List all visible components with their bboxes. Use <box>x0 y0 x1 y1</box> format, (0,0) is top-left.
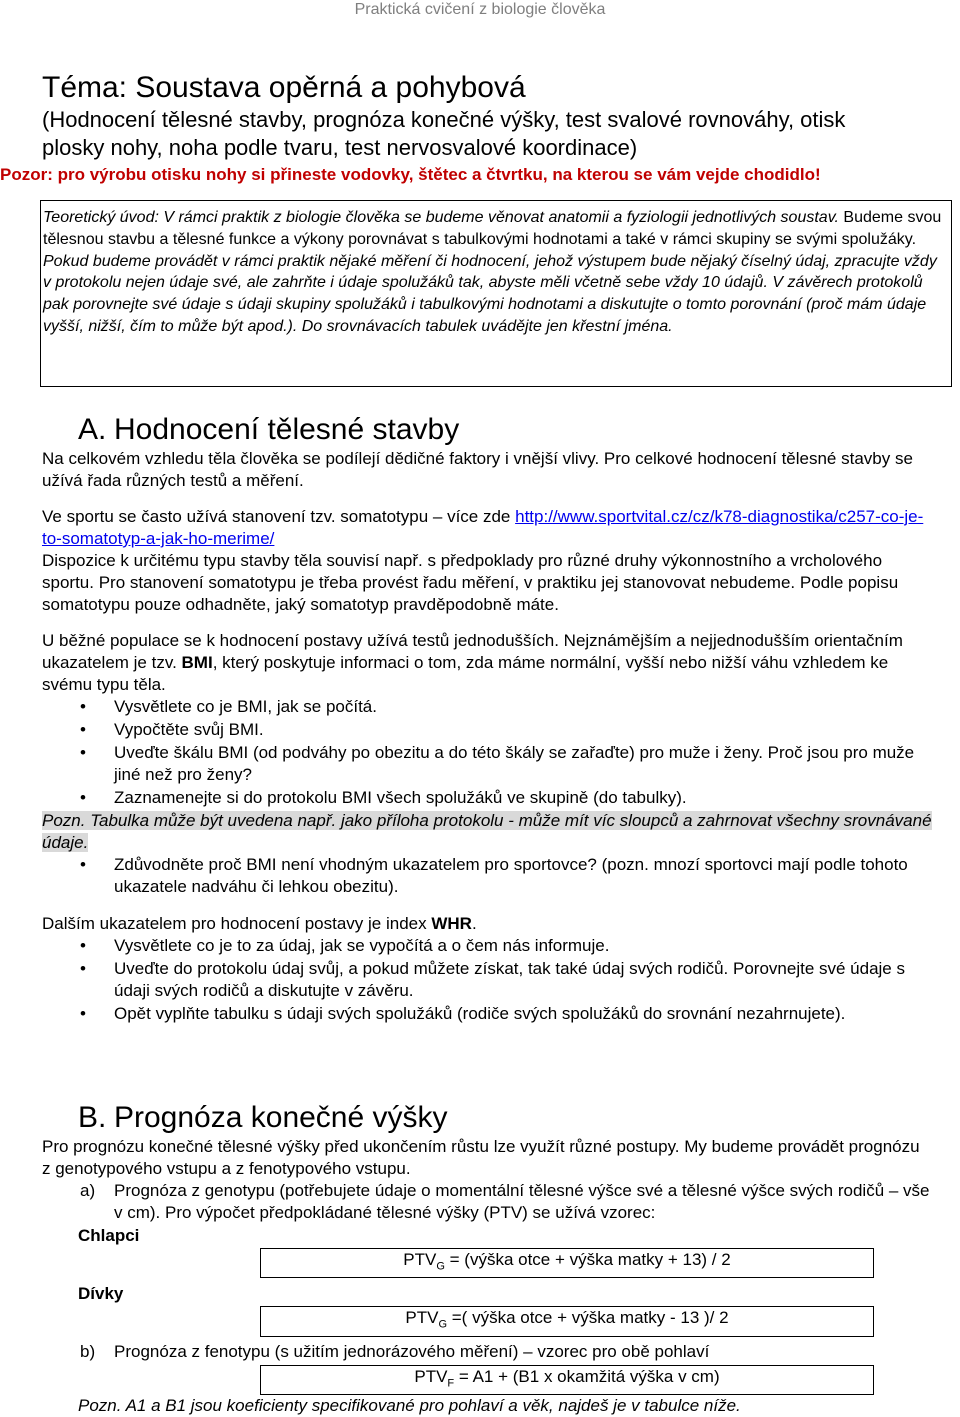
formula-girls: $PTV_G$ =( výška otce + výška matky - 13 )/ 2 <box>260 1306 874 1336</box>
list-item: • Vypočtěte svůj BMI. <box>80 720 264 739</box>
list-item: • Uveďte do protokolu údaj svůj, a pokud můžete získat, tak také údaj svých rodičů. Porovnejte své údaje s údaji svých rodičů a diskutujte v závěru. <box>80 959 905 1000</box>
section-b-letter: B. <box>78 1101 107 1134</box>
section-a-p1: Na celkovém vzhledu těla člověka se podílejí dědičné faktory i vnější vlivy. Pro celkové hodnocení tělesné stavby se užívá řada různých testů a měření. <box>42 449 913 490</box>
section-b <box>42 1100 932 1417</box>
section-b-title-text: Prognóza konečné výšky <box>114 1101 448 1134</box>
intro-box <box>40 200 952 387</box>
list-item: • Uveďte škálu BMI (od podváhy po obezitu a do této škály se zařaďte) pro muže i ženy. Proč jsou pro muže jiné než pro ženy? <box>80 743 915 784</box>
table-note: Pozn. Tabulka může být uvedena např. jako příloha protokolu - může mít víc sloupců a zahrnovat všechny srovnávané údaje. <box>42 811 932 852</box>
section-a-title <box>78 412 932 448</box>
theme-title: Téma: Soustava opěrná a pohybová <box>42 71 526 104</box>
p4-suffix: , který poskytuje informaci o tom, zda máme normální, vyšší nebo nižší váhu vzhledem ke svému typu těla. <box>42 653 889 694</box>
intro-normal: Budeme svou tělesnou stavbu a tělesné funkce a výkony porovnávat s tabulkovými hodnotami a také v rámci skupiny se svými spolužáky. <box>43 209 942 248</box>
p4-prefix: U běžné populace se k hodnocení postavy užívá testů jednodušších. Nejznámějším a nejjednodušším orientačním ukazatelem je tzv. <box>42 631 903 672</box>
intro-italic-2: Pokud budeme provádět v rámci praktik nějaké měření či hodnocení, jehož výstupem bude nějaký číselný údaj, zpracujte vždy v protokolu nejen údaje své, ale zahrňte i údaje spolužáků tak, abyste měli včetně sebe vždy 10 údajů. V závěrech protokolů pak porovnejte své údaje s údaji skupiny spolužáků i tabulkovými hodnotami a diskutujte o tomto porovnání (proč mám údaje vyšší, nižší, čím to může být apod.). Do srovnávacích tabulek uvádějte jen křestní jména. <box>43 252 937 335</box>
list-item: • Zdůvodněte proč BMI není vhodným ukazatelem pro sportovce? (pozn. mnozí sportovci mají podle tohoto ukazatele nadváhu či lehkou obezitu). <box>80 855 908 896</box>
whr-list <box>42 935 932 1025</box>
section-a-p3: Dispozice k určitému typu stavby těla souvisí např. s předpoklady pro různé druhy výkonnostního a vrcholového sportu. Pro stanovení somatotypu je třeba provést řadu měření, v praktiku jej stanovovat nebudeme. Podle popisu somatotypu pouze odhadněte, jaký somatotyp pravděpodobně máte. <box>42 551 899 614</box>
theme-subtitle-line2: plosky nohy, noha podle tvaru, test nervosvalové koordinace) <box>42 135 638 160</box>
formula-boys: $PTV_G$ = (výška otce + výška matky + 13) / 2 <box>260 1248 874 1278</box>
list-item: • Zaznamenejte si do protokolu BMI všech spolužáků ve skupině (do tabulky). <box>80 788 687 807</box>
bmi-list-2 <box>42 854 932 898</box>
prognosis-list-b <box>42 1341 932 1363</box>
section-a-p2 <box>42 506 932 550</box>
whr-prefix: Dalším ukazatelem pro hodnocení postavy je index <box>42 914 432 933</box>
formula-phenotype: $PTV_F = A1 + (B1$ x okamžitá výška v cm) <box>260 1365 874 1395</box>
bmi-term: BMI <box>181 653 213 672</box>
somatotype-link[interactable]: http://www.sportvital.cz/cz/k78-diagnostika/c257-co-je-to-somatotyp-a-jak-ho-merime/ <box>42 507 924 548</box>
section-b-p1: Pro prognózu konečné tělesné výšky před ukončením růstu lze využít různé postupy. My budeme provádět prognózu z genotypového vstupu a z fenotypového vstupu. <box>42 1137 920 1178</box>
list-item: • Vysvětlete co je BMI, jak se počítá. <box>80 697 377 716</box>
boys-label: Chlapci <box>78 1226 140 1245</box>
section-a-p4 <box>42 630 932 696</box>
running-header: Praktická cvičení z biologie člověka <box>354 1 606 18</box>
list-item: b) Prognóza z fenotypu (s užitím jednorázového měření) – vzorec pro obě pohlaví <box>80 1341 710 1361</box>
bmi-list <box>42 696 932 809</box>
theme-block <box>42 70 932 162</box>
whr-term: WHR <box>431 914 472 933</box>
section-a-title-text: Hodnocení tělesné stavby <box>114 413 460 446</box>
intro-italic-1: Teoretický úvod: V rámci praktik z biologie člověka se budeme věnovat anatomii a fyziologii jednotlivých soustav. <box>43 209 839 226</box>
section-a-letter: A. <box>78 413 107 446</box>
warning-text: Pozor: pro výrobu otisku nohy si přineste vodovky, štětec a čtvrtku, na kterou se vám vejde chodidlo! <box>0 165 821 184</box>
girls-label: Dívky <box>78 1284 124 1304</box>
list-item: • Opět vyplňte tabulku s údaji svých spolužáků (rodiče svých spolužáků do srovnání nezahrnujete). <box>80 1004 846 1023</box>
whr-suffix: . <box>471 914 477 933</box>
list-item: • Vysvětlete co je to za údaj, jak se vypočítá a o čem nás informuje. <box>80 936 610 955</box>
section-b-title <box>78 1100 932 1136</box>
theme-subtitle-line1: (Hodnocení tělesné stavby, prognóza konečné výšky, test svalové rovnováhy, otisk <box>42 107 846 132</box>
p2-text: Ve sportu se často užívá stanovení tzv. somatotypu – více zde <box>42 507 516 526</box>
final-note: Pozn. A1 a B1 jsou koeficienty specifikované pro pohlaví a věk, najdeš je v tabulce níže. <box>78 1396 741 1416</box>
whr-intro <box>42 913 932 935</box>
list-item: a) Prognóza z genotypu (potřebujete údaje o momentální tělesné výšce své a tělesné výšce svých rodičů – vše v cm). Pro výpočet předpokládané tělesné výšky (PTV) se užívá vzorec: <box>80 1181 930 1222</box>
section-a <box>42 412 932 1026</box>
prognosis-list <box>42 1180 932 1224</box>
